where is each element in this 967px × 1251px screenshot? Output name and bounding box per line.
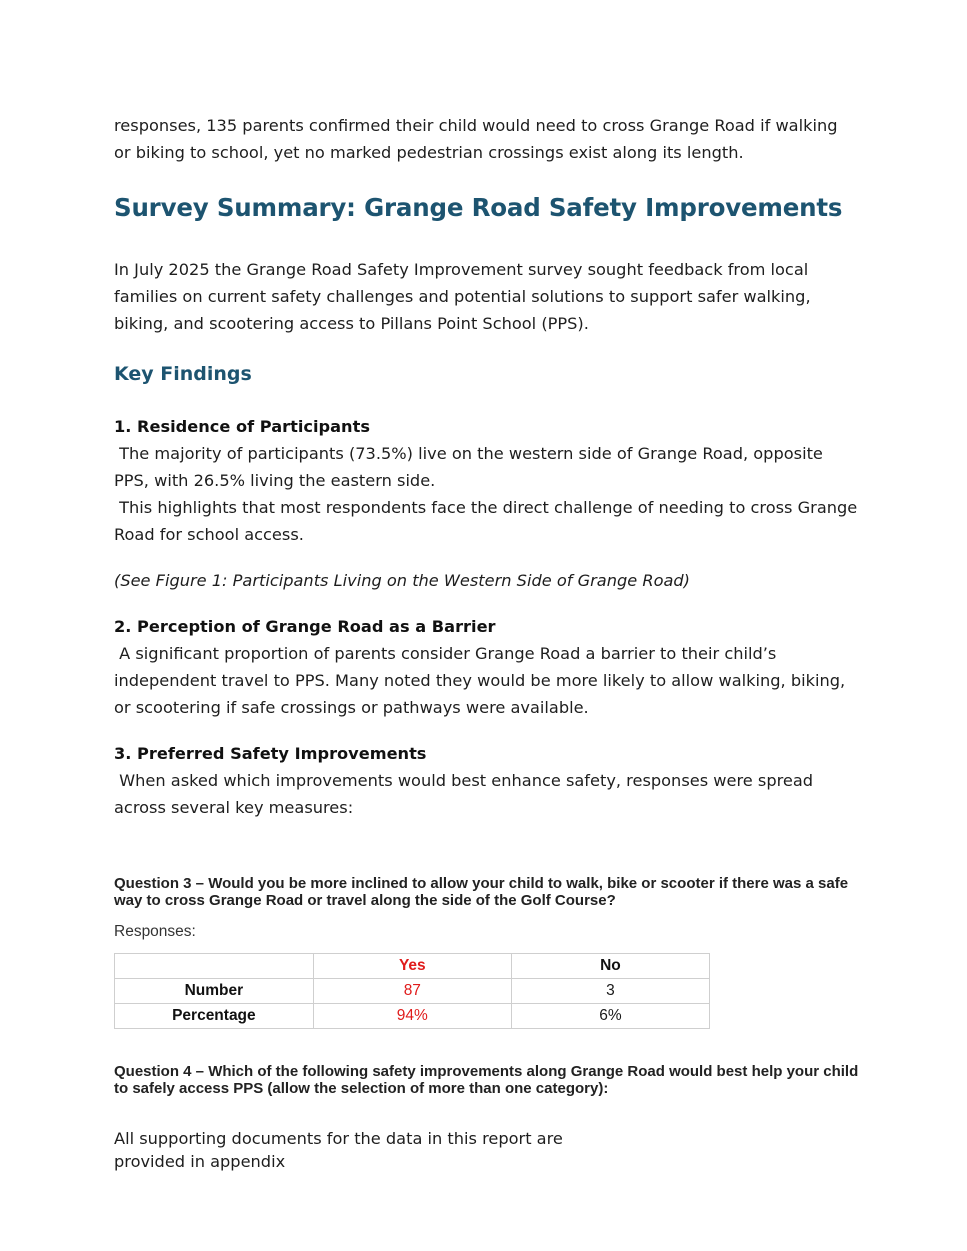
finding-3-title: 3. Preferred Safety Improvements bbox=[114, 744, 427, 763]
cell-percentage-no: 6% bbox=[511, 1004, 709, 1029]
cell-percentage-yes: 94% bbox=[313, 1004, 511, 1029]
table-header-yes: Yes bbox=[313, 954, 511, 979]
responses-label: Responses: bbox=[114, 923, 196, 940]
figure-note: (See Figure 1: Participants Living on the Western Side of Grange Road) bbox=[114, 571, 690, 590]
cell-number-no: 3 bbox=[511, 979, 709, 1004]
table-row bbox=[115, 979, 710, 1004]
finding-2-para-1: A significant proportion of parents consider Grange Road a barrier to their child’s independent travel to PPS. Many noted they would be more likely to allow walking, biking, or scootering if safe crossings or pathways were available. bbox=[114, 644, 851, 717]
finding-3 bbox=[114, 740, 859, 821]
question-3-title: Question 3 – Would you be more inclined to allow your child to walk, bike or scooter if there was a safe way to cross Grange Road or travel along the side of the Golf Course? bbox=[114, 875, 849, 909]
table-row bbox=[115, 1004, 710, 1029]
row-label-percentage: Percentage bbox=[115, 1004, 314, 1029]
cell-number-yes: 87 bbox=[313, 979, 511, 1004]
table-header-empty bbox=[115, 954, 314, 979]
finding-1-para-1: The majority of participants (73.5%) live on the western side of Grange Road, opposite PPS, with 26.5% living the eastern side. bbox=[114, 444, 829, 490]
document-page bbox=[114, 112, 863, 1173]
row-label-number: Number bbox=[115, 979, 314, 1004]
survey-summary: In July 2025 the Grange Road Safety Improvement survey sought feedback from local families on current safety challenges and potential solutions to support safer walking, biking, and scootering access to Pillans Point School (PPS). bbox=[114, 260, 811, 333]
question-4-block bbox=[114, 1063, 859, 1097]
finding-1 bbox=[114, 413, 863, 548]
question-4-title: Question 4 – Which of the following safety improvements along Grange Road would best help your child to safely access PPS (allow the selection of more than one category): bbox=[114, 1063, 859, 1097]
finding-2 bbox=[114, 613, 859, 721]
table-header-no: No bbox=[511, 954, 709, 979]
finding-3-para-1: When asked which improvements would best enhance safety, responses were spread across several key measures: bbox=[114, 771, 819, 817]
survey-title: Survey Summary: Grange Road Safety Improvements bbox=[114, 193, 843, 222]
finding-1-title: 1. Residence of Participants bbox=[114, 417, 370, 436]
key-findings-heading: Key Findings bbox=[114, 363, 252, 385]
question-3-table bbox=[114, 953, 710, 1029]
intro-paragraph: responses, 135 parents confirmed their child would need to cross Grange Road if walking or biking to school, yet no marked pedestrian crossings exist along its length. bbox=[114, 116, 838, 162]
finding-2-title: 2. Perception of Grange Road as a Barrier bbox=[114, 617, 496, 636]
table-header-row bbox=[115, 954, 710, 979]
question-3-block bbox=[114, 875, 859, 1029]
appendix-note: All supporting documents for the data in this report are provided in appendix bbox=[114, 1129, 563, 1171]
finding-1-para-2: This highlights that most respondents face the direct challenge of needing to cross Grange Road for school access. bbox=[114, 498, 863, 544]
